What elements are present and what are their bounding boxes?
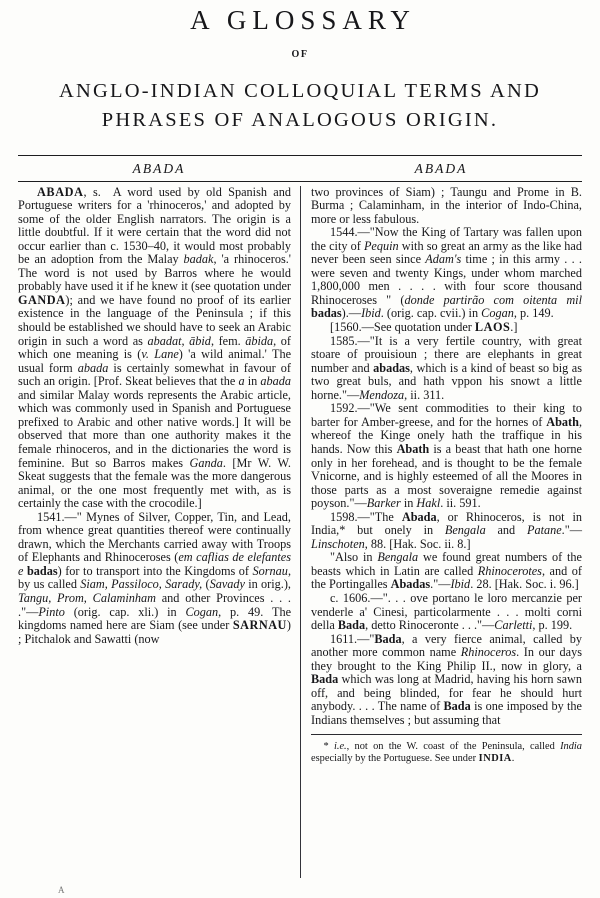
quote-1592-date: 1592. [329,401,358,416]
quote-1544-italic-1: Pequin [363,238,399,253]
body-columns [18,182,582,878]
quote-1585-bold-abadas: abadas [373,360,410,375]
quotation-1560 [311,321,582,335]
quote-also-text-2: we found great numbers of the beasts which in Latin are called [311,550,582,578]
quote-1606-text-1: —". . . ove portano le loro mercanzie per venderle a' Cinesi, particolarmente . . . molti corni della [311,590,582,633]
column-left [18,186,300,878]
quote-1544-italic-2: Adam's [425,252,462,267]
entry-text-8: in [244,374,261,389]
entry-italic-1: badak [183,252,214,267]
quote-1541-crossref-sarnau[interactable]: SARNAU [232,618,287,633]
page-subtitle [0,77,600,135]
quote-1560-text-1: [1560.—See quotation under [329,320,475,335]
quotation-1598 [311,511,582,552]
quote-1592-text-5: . ii. 591. [440,496,481,511]
quote-1544-bold-badas: badas [311,306,342,321]
entry-text-10: . [Mr W. W. Skeat suggests that the female was the more dangerous animal, or the one most frequently met with, as is certainly the case with the crocodile.] [18,455,291,511]
quote-1541-italic-4: Savady [209,577,245,592]
quote-1592-bold-abath-2: Abath [396,441,430,456]
quotation-1541 [18,511,291,646]
quote-1585-date: 1585. [329,333,358,348]
quote-1611-text-4: which was long at Madrid, having his horn sawn off, and being blinded, for fear he should hurt anybody. . . . The name of [311,672,582,714]
entry-text-3: ); and we have found no proof of its earlier existence in the language of the Peninsula ; if this should be established we should have to seek an Arabic origin in such a word as [18,292,291,348]
subtitle-line-2: PHRASES OF ANALOGOUS ORIGIN. [101,109,499,132]
quote-1611-italic-1: Rhinoceros [460,645,517,660]
quote-1606-italic-1: Carletti [494,618,533,633]
quote-1598-italic-2: Patane [526,523,562,538]
quote-also-text-3: , and of the Portingalles [311,563,582,592]
quote-1611-text-5: is one imposed by the Indians themselves ; but assuming that [311,699,582,727]
entry-crossref-ganda[interactable]: GANDA [18,292,66,307]
continued-paragraph: two provinces of Siam) ; Taungu and Prome in B. Burma ; Calaminham, in the interior of Indo-China, more or less fabulous. [311,184,582,226]
quote-1541-italic-2: Sornau [252,563,288,578]
quote-1541-date: 1541. [36,509,65,524]
quote-1611-text-1: —" [357,631,375,646]
footnote-crossref-india[interactable]: INDIA [478,753,512,765]
quote-1606-text-3: , p. 199. [532,618,573,633]
quote-1541-text-6: and other Provinces . . . ."— [18,590,291,619]
quote-1541-italic-7: Cogan [185,604,219,619]
quote-1598-text-4: ."— [561,523,582,538]
quote-1611-bold-bada-2: Bada [311,672,339,687]
footnote [311,734,582,765]
title-block [0,0,600,136]
running-head-right: ABADA [414,160,468,176]
title-of-line: OF [291,49,309,61]
quote-1544-text-6: , p. 149. [513,306,554,321]
quote-1592-italic-1: Barker [366,496,401,511]
quotation-1544 [311,226,582,321]
quote-1598-text-2: , or Rhinoceros, is not in India,* but onely in [311,509,583,538]
page-title: A GLOSSARY [190,5,416,35]
quote-1541-italic-1: em caflias de elefantes e [18,550,291,578]
quote-1585-italic-1: Mendoza [359,387,405,402]
entry-headword: ABADA [36,184,84,199]
quote-also-text-5: . 28. [Hak. Soc. i. 96.] [470,577,579,592]
quote-1592-bold-abath-1: Abath [546,414,579,429]
footnote-marker: * [323,741,329,753]
quote-1611-text-3: . In our days they brought to the King Philip II., now in glory, a [311,645,582,673]
quote-1606-bold-bada: Bada [337,618,366,633]
quote-1598-text-5: , 88. [Hak. Soc. ii. 8.] [364,536,471,551]
quote-1544-text-1: —"Now the King of Tartary was fallen upon the city of [311,225,582,253]
entry-italic-7: abada [260,374,292,389]
entry-text-2: , 'a rhinoceros.' The word is not used by Barros where he would probably have used it if he knew it (see quotation under [18,252,291,294]
quote-1598-italic-3: Linschoten [311,536,365,551]
signature-mark: A [58,885,66,895]
entry-italic-2: abadat, ābid [147,333,211,348]
entry-italic-5: abada [77,360,109,375]
quote-1598-italic-1: Bengala [444,523,486,538]
entry-text-5: , of which one meaning is ( [18,333,291,362]
quote-1541-text-7: (orig. cap. xli.) in [64,604,186,619]
footnote-text-3: . [511,753,515,765]
quote-1541-text-9: ) ; Pitchalok and Sawatti (now [18,618,291,646]
quote-1592-text-4: in [400,496,417,511]
quote-1544-text-4: ).— [341,306,362,321]
running-head-left: ABADA [132,160,186,176]
quote-1592-italic-2: Hakl [416,496,441,511]
quote-also-text-4: ."— [430,577,451,592]
quote-1598-text-1: —"The [357,509,402,524]
quote-1598-date: 1598. [329,509,358,524]
quote-1541-italic-3: Siam, Passiloco, Sarady, [80,577,203,592]
quote-1585-text-2b: , ii. 311. [404,387,445,402]
quote-also-italic-1: Bengala [377,550,419,565]
quotation-1585 [311,335,582,403]
quote-also-bold-abadas: Abadas [390,577,431,592]
quotation-1592 [311,402,582,510]
quote-1611-bold-bada-3: Bada [443,699,471,714]
quote-1592-text-3: is a beast that hath one horne only in her forehead, and is thought to be the female Vnicorne, and is highly esteemed of all the Moores in those parts as a most soveraigne remedie against poyson."— [311,441,582,511]
entry-italic-3: ābida [245,333,274,348]
quote-1592-text-2: , whereof the Kinge onely hath the traffique in his hands. Now this [311,414,582,456]
entry-italic-6: a [238,374,245,389]
quote-1541-text-8: , p. 49. The kingdoms named here are Siam (see under [18,604,292,633]
subtitle-line-1: ANGLO-INDIAN COLLOQUIAL TERMS AND [59,80,541,103]
entry-text-9: and similar Malay words represents the Arabic article, which was commonly used in Spanish and Portuguese prefixed to Arabic and other native words.] It will be observed that more than one authority makes it the female rhinoceros, and in the dictionaries the word is feminine. But so Barros makes [18,387,291,470]
footnote-text-1: , not on the W. coast of the Peninsula, called [346,741,561,753]
quote-1544-italic-5: Cogan [481,306,514,321]
quote-1606-text-2: , detto Rinoceronte . . ."— [365,618,495,633]
quote-1541-text-2: ) for to transport into the Kingdoms of [57,563,253,578]
quote-1544-date: 1544. [329,225,358,240]
quote-1541-text-5: in orig.), [244,577,291,592]
entry-text-7: is certainly somewhat in favour of such an origin. [Prof. Skeat believes that the [18,360,291,389]
entry-italic-8: Ganda [189,455,223,470]
quote-1541-italic-6: Pinto [38,604,65,619]
quote-also-italic-3: Ibid [450,577,471,592]
quote-1585-text-2: , which is a kind of beast so big as two great buls, and hath vppon his snowt a little horne."— [311,360,582,402]
quotation-1606 [311,592,582,633]
quote-1541-bold-badas: badas [26,563,58,578]
quote-1541-text-3: , by us called [18,563,291,592]
quote-1585-text-1: —"It is a very fertile country, with great stoare of prouisioun ; there are elephants in great number and [311,333,582,375]
entry-text-4: , fem. [210,333,246,348]
quotation-1611 [311,633,582,728]
quotation-also-bengala [311,551,582,592]
quote-1598-text-3: and [485,523,527,538]
quote-1544-italic-4: Ibid [361,306,381,321]
footnote-text-2: especially by the Portuguese. See under [311,753,479,765]
footnote-text [311,741,582,765]
quote-1541-text-4: ( [202,577,210,592]
quote-1544-text-3: time ; in this army . . . were seven and twenty Kings, under whom marched 1,800,000 men . . . . with four score thousand Rhinoceroses " ( [311,252,582,307]
quote-also-text-1: "Also in [329,550,378,565]
quote-1560-crossref-laos[interactable]: LAOS [474,320,511,335]
quote-1592-text-1: —"We sent commodities to their king to barter for Amber-greese, and for the hornes of [311,401,582,429]
column-right [300,186,582,878]
entry-abada [18,186,291,511]
quote-1541-italic-5: Tangu, Prom, Calaminham [18,590,156,605]
running-head [18,156,582,181]
footnote-italic-1: i.e. [333,741,347,753]
entry-pos: , s. [83,184,101,199]
quote-1560-text-2: .] [510,320,518,335]
entry-italic-4: v. Lane [141,347,179,362]
footnote-italic-2: India [560,741,582,753]
entry-text-1: A word used by old Spanish and Portuguese writers for a 'rhinoceros,' and adopted by some of the older English narrators. The origin is a little doubtful. If it were certain that the word did not occur earlier than c. 1530–40, it would most probably be an adoption from the Malay [18,184,291,267]
quote-1544-text-2: with so great an army as the like had never been seen since [311,238,582,267]
quote-1544-italic-3: donde partirão com oitenta mil [404,292,582,307]
quote-1611-bold-bada-1: Bada [374,631,402,646]
quote-1544-text-5: . (orig. cap. cvii.) in [380,306,482,321]
quote-1541-text-1: —" Mynes of Silver, Copper, Tin, and Lead, from whence great quantities thereof were continually drawn, which the Merchants carried away with Troops of Elephants and Rhinoceroses ( [18,509,291,565]
quote-1611-text-2: , a very fierce animal, called by another more common name [311,631,582,660]
entry-text-6: ) 'a wild animal.' The usual form [18,347,292,375]
quote-1611-date: 1611. [329,631,358,646]
quote-also-italic-2: Rhinocerotes [477,563,542,578]
quote-1598-bold-abada: Abada [401,509,437,524]
quote-1606-date: c. 1606. [329,590,371,605]
